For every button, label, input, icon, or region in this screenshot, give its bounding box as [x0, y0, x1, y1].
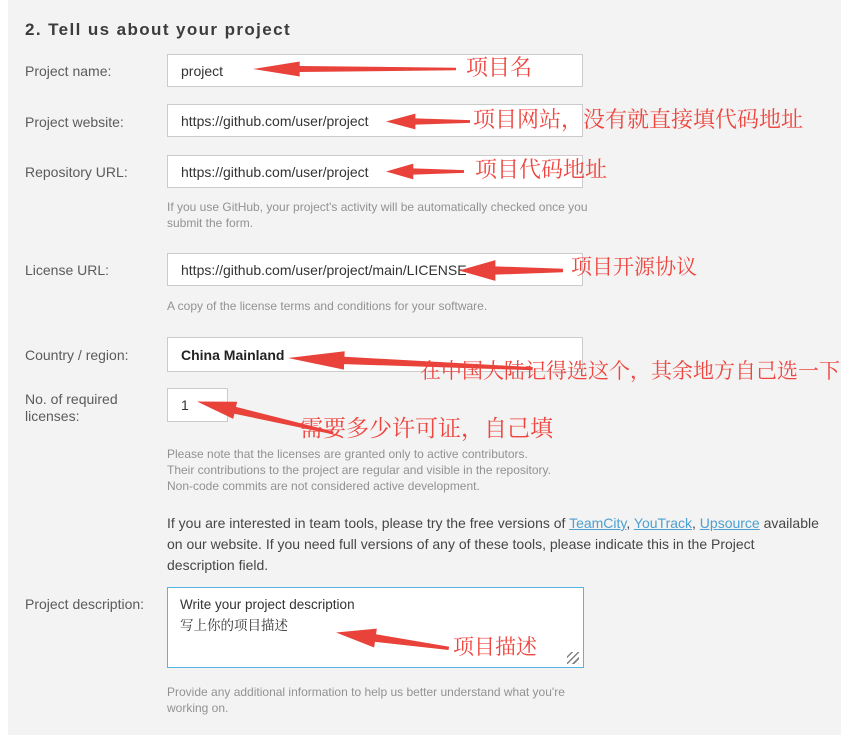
project-description-help: Provide any additional information to help us better understand what you're working on.	[167, 685, 565, 715]
licenses-count-help-line-1: Please note that the licenses are granted only to active contributors.	[167, 447, 528, 461]
repository-url-annotation: 项目代码地址	[475, 158, 608, 183]
repository-url-help: If you use GitHub, your project's activity will be automatically checked once you submit the form.	[167, 200, 588, 230]
project-name-label: Project name:	[25, 63, 112, 79]
project-website-label: Project website:	[25, 114, 124, 130]
license-url-arrow-icon	[459, 258, 563, 283]
team-tools-text-after: available on our website. If you need full versions of any of these tools, please indicate this in the Project description field.	[167, 515, 819, 573]
project-website-arrow-icon	[386, 112, 470, 131]
project-description-annotation: 项目描述	[453, 635, 537, 659]
licenses-count-help-line-2: Their contributions to the project are regular and visible in the repository.	[167, 463, 551, 477]
youtrack-link[interactable]: YouTrack	[633, 515, 693, 531]
link-separator-1: ,	[626, 515, 634, 531]
section-title: 2. Tell us about your project	[25, 20, 292, 39]
country-label: Country / region:	[25, 347, 129, 363]
team-tools-note	[167, 513, 825, 576]
project-description-label: Project description:	[25, 596, 145, 612]
licenses-count-help-line-3: Non-code commits are not considered active development.	[167, 479, 480, 493]
country-annotation: 在中国大陆记得选这个，其余地方自己选一下	[420, 359, 840, 383]
license-url-help: A copy of the license terms and conditions for your software.	[167, 299, 488, 313]
repository-url-label: Repository URL:	[25, 164, 128, 180]
licenses-count-label: No. of required licenses:	[25, 391, 118, 424]
link-separator-2: ,	[692, 515, 700, 531]
project-name-annotation: 项目名	[466, 56, 533, 81]
license-url-label: License URL:	[25, 262, 110, 278]
teamcity-link[interactable]: TeamCity	[569, 515, 627, 531]
country-selected-value: China Mainland	[181, 346, 285, 363]
licenses-count-annotation: 需要多少许可证，自己填	[300, 416, 553, 442]
project-name-arrow-icon	[253, 60, 456, 78]
repository-url-arrow-icon	[386, 162, 464, 181]
team-tools-text-before: If you are interested in team tools, please try the free versions of	[167, 515, 570, 531]
license-url-annotation: 项目开源协议	[571, 255, 697, 279]
textarea-resize-handle-icon[interactable]	[567, 652, 579, 664]
project-website-annotation: 项目网站，没有就直接填代码地址	[473, 108, 804, 133]
licenses-count-help	[167, 446, 637, 494]
upsource-link[interactable]: Upsource	[699, 515, 760, 531]
